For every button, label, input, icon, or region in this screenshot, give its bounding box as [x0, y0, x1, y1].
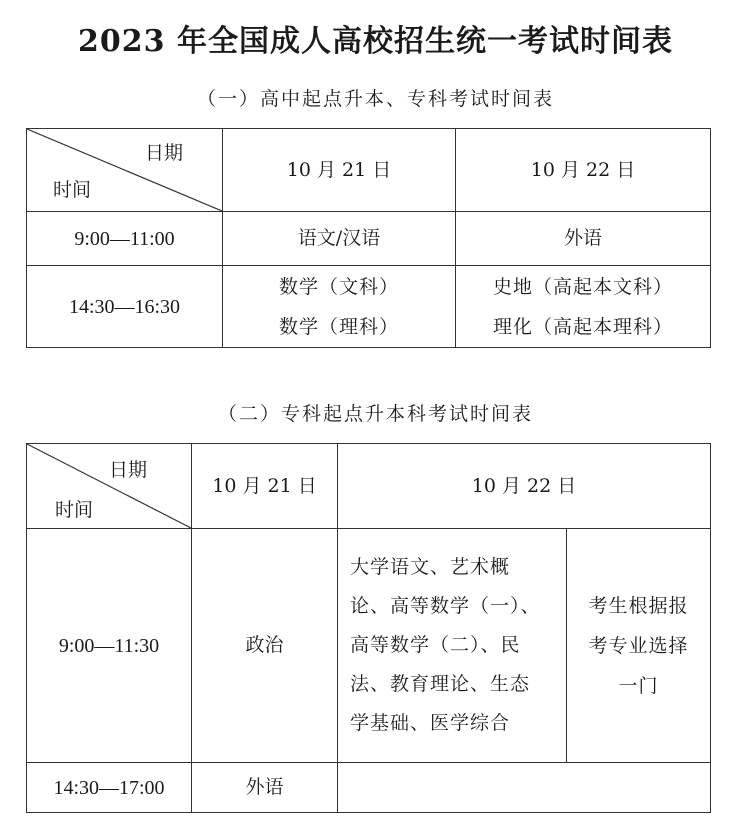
exam-subject: 政治: [192, 529, 338, 763]
exam-subject: 数学（理科）: [278, 315, 399, 338]
note-line: 一门: [618, 674, 659, 697]
column-header-day1: 10 月 21 日: [223, 129, 456, 212]
header-time-label: 时间: [55, 499, 94, 521]
exam-subject-cell: [223, 266, 456, 348]
note-line: 考专业选择: [588, 634, 689, 657]
exam-subject: 史地（高起本文科）: [492, 275, 673, 298]
column-header-day2: 10 月 22 日: [338, 444, 711, 529]
subject-line: 高等数学（二）、民: [350, 634, 521, 656]
subject-line: 大学语文、艺术概: [350, 556, 511, 578]
header-date-label: 日期: [145, 142, 184, 164]
selection-note: [567, 529, 711, 763]
schedule-table-2: [26, 443, 711, 813]
section1-heading: （一）高中起点升本、专科考试时间表: [196, 88, 554, 110]
time-slot: 9:00—11:00: [27, 212, 223, 266]
section2-heading: （二）专科起点升本科考试时间表: [217, 403, 533, 425]
subject-line: 法、教育理论、生态: [350, 673, 531, 695]
exam-subject-cell: [456, 266, 711, 348]
page-title: 2023 年全国成人高校招生统一考试时间表: [78, 24, 673, 59]
diagonal-header-cell: [27, 129, 223, 212]
header-date-label: 日期: [109, 459, 148, 481]
time-slot: 14:30—17:00: [27, 763, 192, 813]
exam-subject: 数学（文科）: [278, 275, 399, 298]
diagonal-header-cell: [27, 444, 192, 529]
schedule-table-1: [26, 128, 711, 348]
time-slot: 14:30—16:30: [27, 266, 223, 348]
column-header-day1: 10 月 21 日: [192, 444, 338, 529]
header-time-label: 时间: [53, 179, 92, 201]
exam-subject: 理化（高起本理科）: [492, 315, 673, 338]
note-line: 考生根据报: [588, 594, 689, 617]
exam-subject: 语文/汉语: [223, 212, 456, 266]
time-slot: 9:00—11:30: [27, 529, 192, 763]
exam-subject: 外语: [192, 763, 338, 813]
exam-subject-list: [338, 529, 567, 763]
subject-line: 学基础、医学综合: [350, 712, 511, 734]
column-header-day2: 10 月 22 日: [456, 129, 711, 212]
empty-cell: [338, 763, 711, 813]
exam-subject: 外语: [456, 212, 711, 266]
subject-line: 论、高等数学（一）、: [350, 595, 541, 617]
diagonal-line: [27, 444, 191, 528]
